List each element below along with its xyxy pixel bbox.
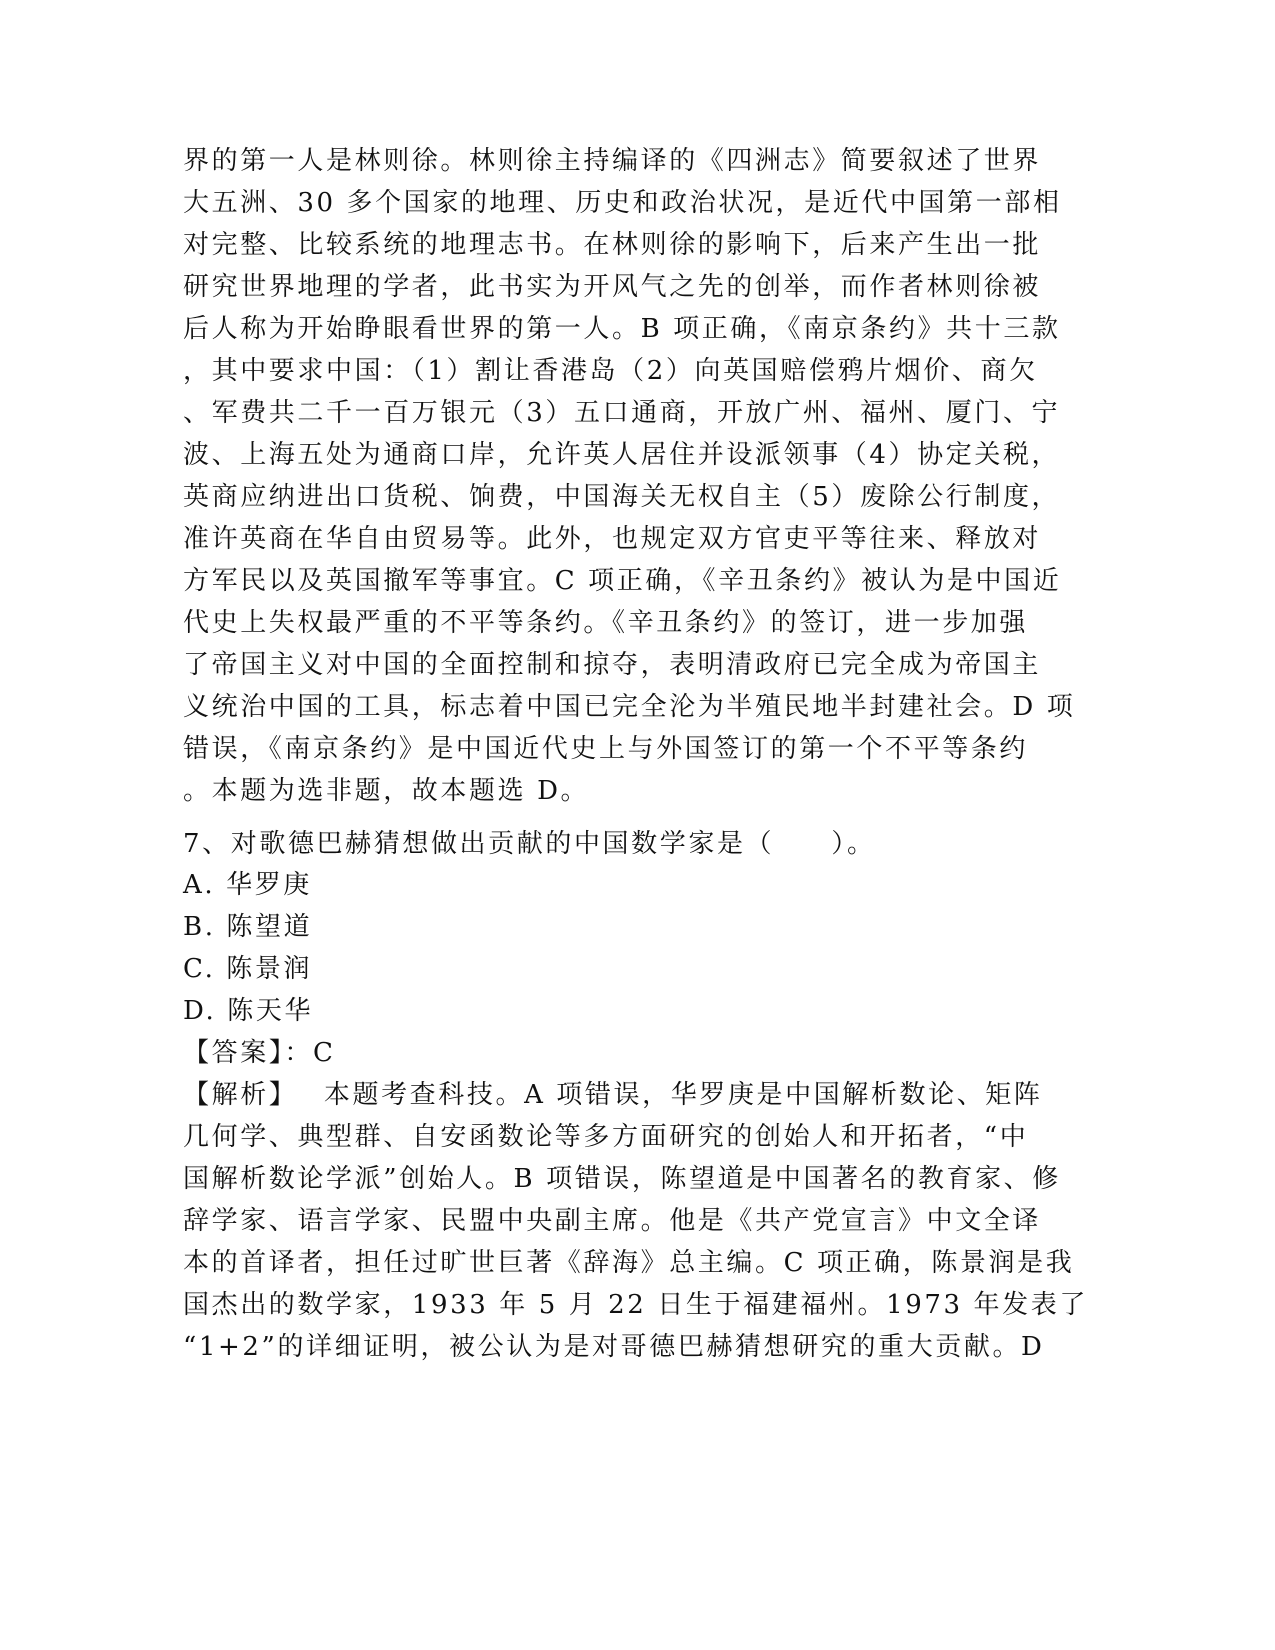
text-line: 方军民以及英国撤军等事宜。C 项正确，《辛丑条约》被认为是中国近 <box>183 566 1062 596</box>
text-line: ，其中要求中国：（1）割让香港岛（2）向英国赔偿鸦片烟价、商欠 <box>183 356 1038 386</box>
analysis-line: 【解析】 本题考查科技。A 项错误，华罗庚是中国解析数论、矩阵 <box>183 1080 1043 1110</box>
text-line: 、军费共二千一百万银元（3）五口通商，开放广州、福州、厦门、宁 <box>183 398 1061 428</box>
text-line: 波、上海五处为通商口岸，允许英人居住并设派领事（4）协定关税， <box>183 440 1061 470</box>
question-stem: 7、对歌德巴赫猜想做出贡献的中国数学家是（ ）。 <box>183 829 876 859</box>
analysis-line: 本的首译者，担任过旷世巨著《辞海》总主编。C 项正确，陈景润是我 <box>183 1248 1075 1278</box>
option-b: B. 陈望道 <box>183 912 313 942</box>
option-d: D. 陈天华 <box>183 996 314 1026</box>
text-line: 了帝国主义对中国的全面控制和掠夺，表明清政府已完全成为帝国主 <box>183 650 1042 680</box>
analysis-line: 国杰出的数学家，1933 年 5 月 22 日生于福建福州。1973 年发表了 <box>183 1290 1088 1320</box>
analysis-line: 几何学、典型群、自安函数论等多方面研究的创始人和开拓者，“中 <box>183 1122 1029 1152</box>
option-c: C. 陈景润 <box>183 954 313 984</box>
text-line: 。本题为选非题，故本题选 D。 <box>183 776 590 806</box>
text-line: 对完整、比较系统的地理志书。在林则徐的影响下，后来产生出一批 <box>183 230 1042 260</box>
option-a: A. 华罗庚 <box>183 870 312 900</box>
text-line: 义统治中国的工具，标志着中国已完全沦为半殖民地半封建社会。D 项 <box>183 692 1076 722</box>
text-line: 英商应纳进出口货税、饷费，中国海关无权自主（5）废除公行制度， <box>183 482 1061 512</box>
text-line: 准许英商在华自由贸易等。此外，也规定双方官吏平等往来、释放对 <box>183 524 1042 554</box>
answer-line: 【答案】：C <box>183 1038 336 1068</box>
analysis-line: 国解析数论学派”创始人。B 项错误，陈望道是中国著名的教育家、修 <box>183 1164 1061 1194</box>
text-line: 后人称为开始睁眼看世界的第一人。B 项正确，《南京条约》共十三款 <box>183 314 1061 344</box>
text-line: 大五洲、30 多个国家的地理、历史和政治状况，是近代中国第一部相 <box>183 188 1062 218</box>
analysis-line: “1+2”的详细证明，被公认为是对哥德巴赫猜想研究的重大贡献。D <box>183 1332 1045 1362</box>
text-line: 界的第一人是林则徐。林则徐主持编译的《四洲志》简要叙述了世界 <box>183 146 1042 176</box>
text-line: 代史上失权最严重的不平等条约。《辛丑条约》的签订，进一步加强 <box>183 608 1029 638</box>
text-line: 研究世界地理的学者，此书实为开风气之先的创举，而作者林则徐被 <box>183 272 1042 302</box>
text-line: 错误，《南京条约》是中国近代史上与外国签订的第一个不平等条约 <box>183 734 1029 764</box>
analysis-line: 辞学家、语言学家、民盟中央副主席。他是《共产党宣言》中文全译 <box>183 1206 1042 1236</box>
